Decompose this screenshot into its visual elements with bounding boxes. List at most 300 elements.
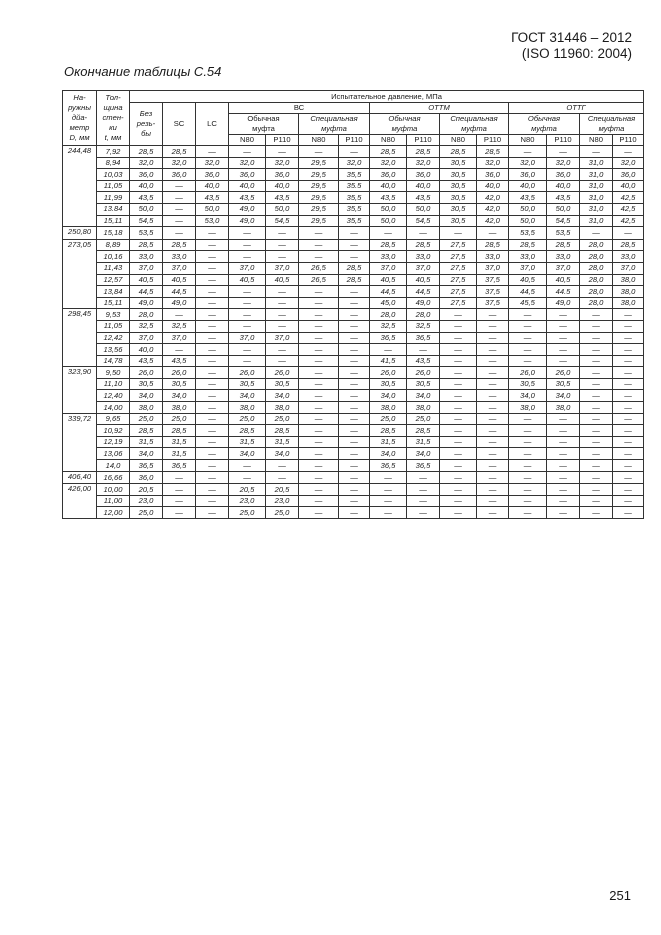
pressure-cell: — <box>339 484 370 496</box>
pressure-cell: — <box>580 425 613 437</box>
pressure-cell: — <box>440 413 477 425</box>
pressure-cell: — <box>163 471 196 484</box>
pressure-cell: 36,0 <box>613 169 644 181</box>
grade-n80-header: N80 <box>509 135 547 146</box>
pressure-cell: — <box>477 309 509 321</box>
pressure-cell: 43,5 <box>163 355 196 367</box>
pressure-cell: 54,5 <box>407 215 440 227</box>
pressure-cell: — <box>163 495 196 507</box>
pressure-cell: 40,0 <box>547 180 580 192</box>
pressure-cell: 37,0 <box>370 262 407 274</box>
pressure-cell: 40,0 <box>196 180 229 192</box>
table-caption: Окончание таблицы С.54 <box>64 64 222 79</box>
pressure-cell: 44,5 <box>509 286 547 298</box>
pressure-cell: — <box>613 436 644 448</box>
pressure-cell: 28,0 <box>580 297 613 309</box>
pressure-cell: 30,5 <box>130 378 163 390</box>
outer-diameter-cell: 298,45 <box>63 309 97 367</box>
pressure-cell: — <box>196 402 229 414</box>
table-row <box>63 262 644 274</box>
pressure-cell: — <box>339 402 370 414</box>
pressure-cell: 28,5 <box>266 425 299 437</box>
pressure-cell: 50,0 <box>547 203 580 215</box>
pressure-cell: — <box>477 355 509 367</box>
pressure-cell: — <box>196 297 229 309</box>
pressure-cell: — <box>613 507 644 519</box>
pressure-cell: — <box>407 484 440 496</box>
pressure-cell: 33,0 <box>477 251 509 263</box>
pressure-cell: — <box>339 436 370 448</box>
pressure-cell: 40,5 <box>509 274 547 286</box>
pressure-cell: 30,5 <box>509 378 547 390</box>
pressure-cell: — <box>196 239 229 251</box>
pressure-cell: 32,0 <box>407 157 440 169</box>
pressure-cell: — <box>266 251 299 263</box>
grade-n80-header: N80 <box>440 135 477 146</box>
pressure-cell: 25,0 <box>130 413 163 425</box>
pressure-cell: 36,0 <box>547 169 580 181</box>
thickness-header-line: щина <box>103 103 123 112</box>
table-row <box>63 227 644 240</box>
pressure-cell: — <box>547 425 580 437</box>
pressure-cell: — <box>196 367 229 379</box>
pressure-cell: 32,0 <box>509 157 547 169</box>
pressure-cell: — <box>339 286 370 298</box>
pressure-cell: — <box>509 320 547 332</box>
pressure-cell: 28,5 <box>229 425 266 437</box>
pressure-cell: — <box>407 344 440 356</box>
wall-thickness-cell: 15,11 <box>97 297 130 309</box>
bc-header: ВС <box>229 103 370 114</box>
pressure-cell: — <box>440 309 477 321</box>
pressure-cell: 38,0 <box>613 286 644 298</box>
pressure-cell: 37,0 <box>407 262 440 274</box>
pressure-cell: 26,0 <box>407 367 440 379</box>
pressure-cell: 30,5 <box>440 157 477 169</box>
pressure-cell: — <box>196 471 229 484</box>
pressure-cell: — <box>299 460 339 472</box>
pressure-cell: 28,5 <box>130 425 163 437</box>
pressure-cell: 37,0 <box>266 262 299 274</box>
pressure-cell: 32,0 <box>613 157 644 169</box>
pressure-cell: 30,5 <box>440 215 477 227</box>
pressure-cell: — <box>229 251 266 263</box>
pressure-cell: 42,5 <box>613 215 644 227</box>
wall-thickness-cell: 7,92 <box>97 146 130 158</box>
pressure-cell: — <box>299 390 339 402</box>
pressure-cell: 38,0 <box>163 402 196 414</box>
wall-thickness-cell: 9,53 <box>97 309 130 321</box>
wall-thickness-cell: 12,42 <box>97 332 130 344</box>
pressure-cell: 44,5 <box>407 286 440 298</box>
pressure-cell: — <box>580 332 613 344</box>
wall-thickness-cell: 13.84 <box>97 203 130 215</box>
pressure-cell: 40,5 <box>266 274 299 286</box>
pressure-cell: 32,0 <box>547 157 580 169</box>
pressure-cell: 34,0 <box>130 390 163 402</box>
pressure-cell: — <box>299 413 339 425</box>
pressure-cell: 32,0 <box>266 157 299 169</box>
pressure-cell: — <box>580 227 613 240</box>
pressure-cell: — <box>440 378 477 390</box>
pressure-cell: — <box>163 484 196 496</box>
pressure-cell: — <box>299 239 339 251</box>
pressure-cell: 23,0 <box>266 495 299 507</box>
pressure-cell: 25,0 <box>407 413 440 425</box>
coupling-header-line: муфта <box>391 124 418 133</box>
table-row <box>63 448 644 460</box>
pressure-cell: — <box>339 320 370 332</box>
pressure-cell: — <box>266 286 299 298</box>
pressure-cell: — <box>613 378 644 390</box>
pressure-cell: — <box>163 507 196 519</box>
pressure-cell: — <box>339 309 370 321</box>
pressure-cell: — <box>407 227 440 240</box>
diameter-header <box>63 91 97 146</box>
pressure-cell: 36,0 <box>370 169 407 181</box>
pressure-cell: 40,5 <box>547 274 580 286</box>
pressure-cell: 32,5 <box>130 320 163 332</box>
pressure-cell: 36,0 <box>509 169 547 181</box>
pressure-cell: 37,0 <box>130 262 163 274</box>
wall-thickness-cell: 16,66 <box>97 471 130 484</box>
table-row <box>63 297 644 309</box>
coupling-header-line: муфта <box>252 124 275 133</box>
pressure-cell: 36,5 <box>370 460 407 472</box>
pressure-cell: — <box>509 448 547 460</box>
coupling-header-line: Обычная <box>527 114 561 123</box>
wall-thickness-cell: 11,05 <box>97 180 130 192</box>
pressure-cell: — <box>339 332 370 344</box>
pressure-cell: — <box>509 425 547 437</box>
pressure-cell: 26,0 <box>229 367 266 379</box>
pressure-cell: — <box>547 344 580 356</box>
pressure-cell: 33,0 <box>509 251 547 263</box>
pressure-cell: — <box>547 460 580 472</box>
pressure-cell: — <box>163 203 196 215</box>
outer-diameter-cell: 426,00 <box>63 484 97 519</box>
pressure-cell: — <box>299 436 339 448</box>
pressure-cell: 42,5 <box>613 203 644 215</box>
table-row <box>63 471 644 484</box>
pressure-cell: 28,5 <box>163 425 196 437</box>
pressure-cell: 34,0 <box>266 390 299 402</box>
pressure-cell: — <box>580 378 613 390</box>
table-row <box>63 378 644 390</box>
pressure-cell: — <box>339 507 370 519</box>
pressure-cell: — <box>580 390 613 402</box>
pressure-cell: 36,0 <box>266 169 299 181</box>
coupling-header-line: Обычная <box>247 114 280 123</box>
pressure-cell: — <box>196 251 229 263</box>
pressure-cell: 43,5 <box>370 192 407 204</box>
pressure-cell: — <box>477 367 509 379</box>
pressure-cell: 34,0 <box>509 390 547 402</box>
pressure-cell: 32,0 <box>370 157 407 169</box>
pressure-cell: — <box>163 192 196 204</box>
pressure-cell: 25,0 <box>130 507 163 519</box>
test-pressure-header: Испытательное давление, МПа <box>130 91 644 103</box>
pressure-cell: — <box>547 471 580 484</box>
outer-diameter-cell: 339,72 <box>63 413 97 471</box>
pressure-cell: 37,0 <box>163 332 196 344</box>
pressure-cell: 28,5 <box>370 425 407 437</box>
pressure-cell: 27,5 <box>440 251 477 263</box>
pressure-cell: 29,5 <box>299 215 339 227</box>
wall-thickness-cell: 8,89 <box>97 239 130 251</box>
pressure-cell: — <box>266 320 299 332</box>
pressure-cell: 37,5 <box>477 274 509 286</box>
pressure-cell: — <box>509 436 547 448</box>
pressure-cell: 44,5 <box>130 286 163 298</box>
pressure-cell: — <box>339 367 370 379</box>
pressure-cell: 28,0 <box>580 251 613 263</box>
pressure-cell: — <box>613 471 644 484</box>
thickness-header-line: стен- <box>102 113 124 122</box>
pressure-cell: — <box>547 355 580 367</box>
pressure-cell: 37,0 <box>547 262 580 274</box>
pressure-cell: 37,0 <box>229 262 266 274</box>
pressure-cell: 41,5 <box>370 355 407 367</box>
pressure-cell: — <box>163 309 196 321</box>
pressure-cell: 31,0 <box>580 203 613 215</box>
pressure-cell: 45,5 <box>509 297 547 309</box>
table-row <box>63 507 644 519</box>
table-row <box>63 309 644 321</box>
pressure-cell: — <box>440 484 477 496</box>
pressure-cell: — <box>163 344 196 356</box>
pressure-cell: 34,0 <box>370 448 407 460</box>
pressure-cell: 49,0 <box>229 203 266 215</box>
pressure-cell: 30,5 <box>440 192 477 204</box>
pressure-cell: 43,5 <box>196 192 229 204</box>
pressure-cell: 26,0 <box>163 367 196 379</box>
table-row <box>63 169 644 181</box>
pressure-cell: — <box>440 425 477 437</box>
pressure-cell: 54,5 <box>266 215 299 227</box>
pressure-cell: 49,0 <box>130 297 163 309</box>
pressure-cell: — <box>477 471 509 484</box>
pressure-cell: 40,0 <box>130 180 163 192</box>
pressure-cell: — <box>407 507 440 519</box>
pressure-cell: 37,0 <box>229 332 266 344</box>
pressure-cell: 20,5 <box>229 484 266 496</box>
pressure-cell: — <box>299 344 339 356</box>
pressure-cell: 42,5 <box>613 192 644 204</box>
pressure-cell: — <box>299 484 339 496</box>
thickness-header-line: ки <box>109 123 117 132</box>
table-row <box>63 425 644 437</box>
pressure-cell: 43,5 <box>407 192 440 204</box>
pressure-cell: 50,0 <box>196 203 229 215</box>
pressure-cell: — <box>229 309 266 321</box>
pressure-cell: — <box>440 320 477 332</box>
coupling-header-line: Специальная <box>587 114 636 123</box>
pressure-cell: 34,0 <box>407 448 440 460</box>
pressure-cell: — <box>547 495 580 507</box>
pressure-cell: 38,0 <box>130 402 163 414</box>
pressure-cell: 27,5 <box>440 262 477 274</box>
pressure-cell: 26,0 <box>509 367 547 379</box>
coupling-header-line: Обычная <box>388 114 421 123</box>
pressure-cell: — <box>477 460 509 472</box>
wall-thickness-cell: 11,10 <box>97 378 130 390</box>
pressure-cell: — <box>196 413 229 425</box>
pressure-cell: 40,5 <box>370 274 407 286</box>
pressure-cell: 30,5 <box>440 180 477 192</box>
pressure-cell: — <box>509 495 547 507</box>
pressure-cell: — <box>229 355 266 367</box>
pressure-cell: — <box>196 227 229 240</box>
pressure-cell: — <box>196 425 229 437</box>
pressure-cell: 32,0 <box>130 157 163 169</box>
pressure-cell: — <box>299 320 339 332</box>
pressure-cell: — <box>509 507 547 519</box>
wall-thickness-cell: 12,57 <box>97 274 130 286</box>
wall-thickness-cell: 12,19 <box>97 436 130 448</box>
pressure-cell: — <box>339 495 370 507</box>
pressure-cell: — <box>547 507 580 519</box>
pressure-cell: 36,5 <box>407 332 440 344</box>
pressure-cell: 28,5 <box>440 146 477 158</box>
pressure-cell: — <box>509 460 547 472</box>
ottg-special-coupling-header <box>580 114 644 135</box>
pressure-table <box>62 90 644 519</box>
pressure-cell: 28,5 <box>339 274 370 286</box>
pressure-cell: — <box>339 251 370 263</box>
pressure-cell: 36,5 <box>370 332 407 344</box>
pressure-cell: — <box>477 390 509 402</box>
pressure-cell: 37,0 <box>613 262 644 274</box>
pressure-cell: — <box>370 507 407 519</box>
table-row <box>63 460 644 472</box>
pressure-cell: 36,0 <box>163 169 196 181</box>
pressure-cell: — <box>229 320 266 332</box>
pressure-cell: — <box>266 239 299 251</box>
pressure-cell: 40,0 <box>613 180 644 192</box>
pressure-cell: — <box>580 471 613 484</box>
wall-thickness-cell: 15,11 <box>97 215 130 227</box>
pressure-cell: — <box>580 495 613 507</box>
pressure-cell: — <box>266 471 299 484</box>
table-row <box>63 146 644 158</box>
grade-p110-header: P110 <box>266 135 299 146</box>
pressure-cell: 32,5 <box>163 320 196 332</box>
grade-p110-header: P110 <box>613 135 644 146</box>
pressure-cell: 31,5 <box>130 436 163 448</box>
pressure-cell: 31,5 <box>229 436 266 448</box>
pressure-cell: — <box>477 495 509 507</box>
wall-thickness-cell: 11,00 <box>97 495 130 507</box>
pressure-cell: — <box>266 460 299 472</box>
pressure-cell: 28,0 <box>580 286 613 298</box>
pressure-cell: 40,0 <box>229 180 266 192</box>
pressure-cell: — <box>266 355 299 367</box>
pressure-cell: — <box>196 274 229 286</box>
pressure-cell: — <box>509 332 547 344</box>
pressure-cell: 40,0 <box>370 180 407 192</box>
pressure-cell: 43,5 <box>407 355 440 367</box>
pressure-cell: 32,0 <box>477 157 509 169</box>
pressure-cell: 28,5 <box>407 425 440 437</box>
pressure-cell: 29,5 <box>299 180 339 192</box>
pressure-cell: — <box>613 390 644 402</box>
pressure-cell: — <box>477 436 509 448</box>
pressure-cell: 31,5 <box>163 436 196 448</box>
pressure-cell: — <box>613 355 644 367</box>
pressure-cell: 43,5 <box>130 355 163 367</box>
pressure-cell: 50,0 <box>370 215 407 227</box>
pressure-cell: — <box>547 436 580 448</box>
pressure-cell: — <box>299 378 339 390</box>
pressure-cell: 37,5 <box>477 286 509 298</box>
pressure-cell: 36,0 <box>407 169 440 181</box>
pressure-cell: — <box>509 471 547 484</box>
pressure-cell: — <box>547 413 580 425</box>
pressure-cell: 28,0 <box>580 262 613 274</box>
pressure-cell: — <box>370 227 407 240</box>
pressure-cell: 34,0 <box>229 390 266 402</box>
pressure-cell: 28,5 <box>163 239 196 251</box>
pressure-cell: — <box>229 460 266 472</box>
wall-thickness-cell: 14,00 <box>97 402 130 414</box>
pressure-cell: — <box>477 332 509 344</box>
pressure-cell: 49,0 <box>163 297 196 309</box>
pressure-cell: 26,5 <box>299 262 339 274</box>
pressure-cell: — <box>440 507 477 519</box>
pressure-cell: 31,0 <box>580 192 613 204</box>
pressure-cell: — <box>613 367 644 379</box>
pressure-cell: 37,0 <box>477 262 509 274</box>
wall-thickness-cell: 13,56 <box>97 344 130 356</box>
pressure-cell: 42,0 <box>477 192 509 204</box>
pressure-cell: — <box>299 251 339 263</box>
pressure-cell: — <box>613 146 644 158</box>
table-row <box>63 157 644 169</box>
pressure-cell: — <box>580 367 613 379</box>
grade-n80-header: N80 <box>370 135 407 146</box>
pressure-cell: — <box>370 484 407 496</box>
pressure-cell: 53,5 <box>509 227 547 240</box>
pressure-cell: — <box>299 227 339 240</box>
pressure-cell: — <box>196 460 229 472</box>
pressure-cell: 37,0 <box>130 332 163 344</box>
pressure-cell: — <box>299 146 339 158</box>
pressure-cell: 29,5 <box>299 203 339 215</box>
pressure-cell: — <box>613 320 644 332</box>
pressure-cell: — <box>196 448 229 460</box>
pressure-cell: 36,0 <box>130 169 163 181</box>
pressure-cell: — <box>613 484 644 496</box>
pressure-cell: 34,0 <box>370 390 407 402</box>
pressure-cell: 31,5 <box>407 436 440 448</box>
pressure-cell: 28,5 <box>407 239 440 251</box>
pressure-cell: 42,0 <box>477 203 509 215</box>
pressure-cell: 40,0 <box>130 344 163 356</box>
pressure-cell: — <box>613 495 644 507</box>
coupling-header-line: Специальная <box>310 114 358 123</box>
table-row <box>63 180 644 192</box>
pressure-cell: — <box>580 460 613 472</box>
pressure-cell: — <box>299 471 339 484</box>
pressure-cell: — <box>196 344 229 356</box>
grade-n80-header: N80 <box>229 135 266 146</box>
diameter-header-line: дйа- <box>71 113 88 122</box>
pressure-cell: — <box>229 146 266 158</box>
pressure-cell: 40,0 <box>407 180 440 192</box>
pressure-cell: 32,0 <box>339 157 370 169</box>
pressure-cell: 25,0 <box>163 413 196 425</box>
